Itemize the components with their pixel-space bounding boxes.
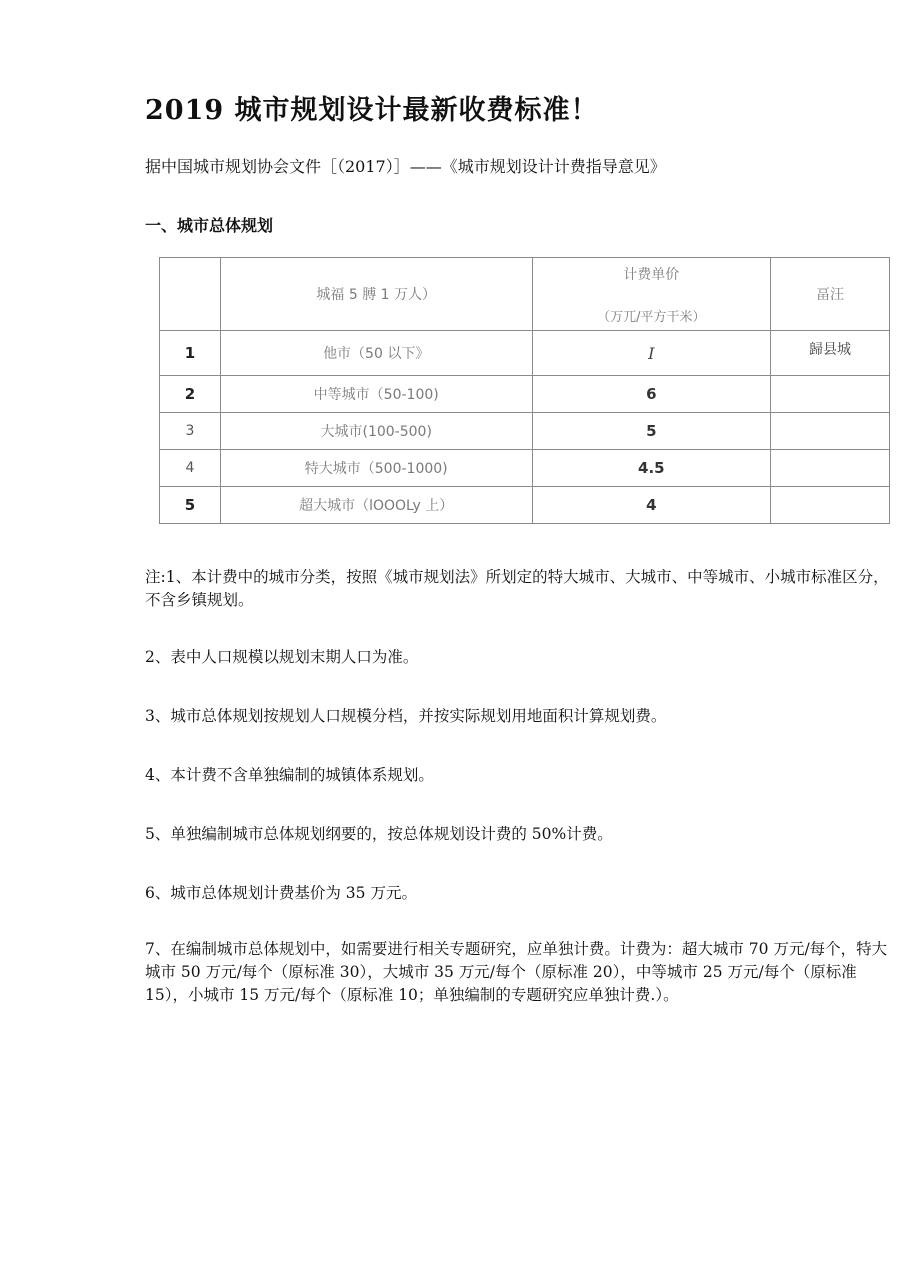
row-number: 5 <box>160 487 221 524</box>
row-number: 1 <box>160 331 221 376</box>
header-cell-city-scale: 城福 5 膊 1 万人） <box>220 258 532 331</box>
row-number: 3 <box>160 413 221 450</box>
table-row <box>160 376 890 413</box>
row-price: I <box>532 331 771 376</box>
table-row <box>160 413 890 450</box>
row-price: 4 <box>532 487 771 524</box>
fee-table <box>159 257 890 524</box>
row-category: 特大城市（500-1000) <box>220 450 532 487</box>
note-1: 注:1、本计费中的城市分类，按照《城市规划法》所划定的特大城市、大城市、中等城市、小城市标准区分，不含乡镇规划。 <box>145 568 889 609</box>
note-7: 7、在编制城市总体规划中，如需要进行相关专题研究，应单独计费。计费为：超大城市 70 万元/每个，特大城市 50 万元/每个（原标准 30），大城市 35 万元/每个（原标准 20），中等城市 25 万元/每个（原标准 15），小城市 15 万元/每个（原标准 10；单独编制的专题研究应单独计费.）。 <box>145 940 888 1004</box>
note-5: 5、单独编制城市总体规划纲要的，按总体规划设计费的 50%计费。 <box>145 825 613 843</box>
table-row <box>160 331 890 376</box>
source-reference: 据中国城市规划协会文件［（2017）］——《城市规划设计计费指导意见》 <box>145 157 666 176</box>
row-remark <box>771 376 890 413</box>
note-6: 6、城市总体规划计费基价为 35 万元。 <box>145 884 417 902</box>
table-row <box>160 450 890 487</box>
row-remark <box>771 487 890 524</box>
header-cell-index <box>160 258 221 331</box>
header-price-unit: （万兀/平方干米） <box>597 309 706 325</box>
row-price: 5 <box>532 413 771 450</box>
header-cell-remarks: 畐汪 <box>771 258 890 331</box>
row-category: 他市（50 以下》 <box>220 331 532 376</box>
row-category: 超大城市（lOOOLy 上） <box>220 487 532 524</box>
page-title: 2019 城市规划设计最新收费标准！ <box>145 95 599 126</box>
row-remark <box>771 450 890 487</box>
row-remark: 歸县城 <box>771 331 890 376</box>
section-heading: 一、城市总体规划 <box>145 216 274 235</box>
row-remark <box>771 413 890 450</box>
header-price-label: 计费单价 <box>623 266 680 283</box>
row-number: 4 <box>160 450 221 487</box>
row-category: 中等城市（50-100) <box>220 376 532 413</box>
row-price: 4.5 <box>532 450 771 487</box>
header-cell-unit-price <box>532 258 771 331</box>
table-row <box>160 487 890 524</box>
row-number: 2 <box>160 376 221 413</box>
note-2: 2、表中人口规模以规划末期人口为准。 <box>145 648 419 666</box>
table-header-row <box>160 258 890 331</box>
note-4: 4、本计费不含单独编制的城镇体系规划。 <box>145 766 434 784</box>
row-category: 大城市(100-500) <box>220 413 532 450</box>
row-price: 6 <box>532 376 771 413</box>
note-3: 3、城市总体规划按规划人口规模分档，并按实际规划用地面积计算规划费。 <box>145 707 667 725</box>
